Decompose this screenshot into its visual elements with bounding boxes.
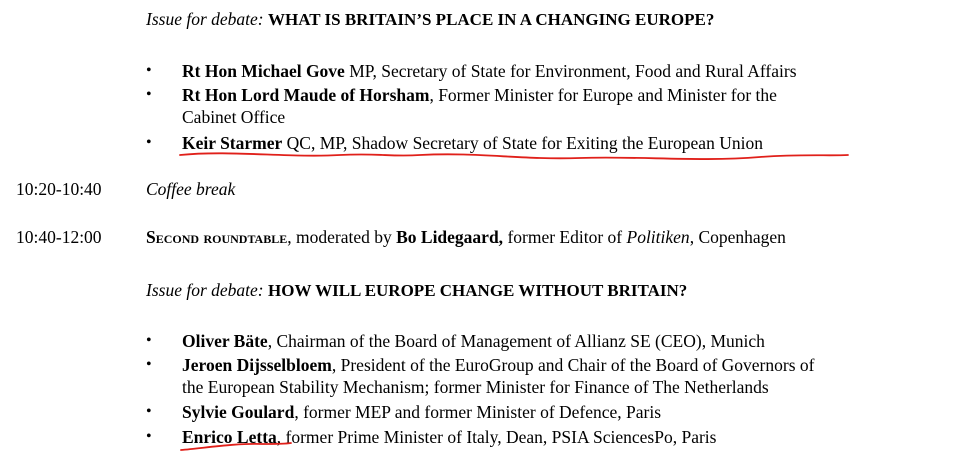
list-item	[182, 132, 763, 154]
bullet: •	[146, 332, 152, 349]
speaker-name: Jeroen Dijsselbloem	[182, 355, 332, 375]
list-item-continuation: the European Stability Mechanism; former Minister for Finance of The Netherlands	[182, 377, 769, 397]
speaker-role: , Chairman of the Board of Management of Allianz SE (CEO), Munich	[267, 331, 765, 351]
speaker-name: Enrico Letta	[182, 427, 277, 447]
agenda-item-roundtable	[146, 226, 786, 248]
bullet: •	[146, 428, 152, 445]
list-item	[182, 330, 765, 352]
list-item	[182, 426, 716, 448]
speaker-name: Oliver Bäte	[182, 331, 268, 351]
roundtable-mid: , moderated by	[287, 227, 397, 247]
roundtable-end: , Copenhagen	[689, 227, 786, 247]
list-item-continuation: Cabinet Office	[182, 107, 286, 127]
speaker-role: , Former Minister for Europe and Minister for the	[429, 85, 777, 105]
issue-title: WHAT IS BRITAIN’S PLACE IN A CHANGING EUROPE?	[268, 10, 715, 29]
newspaper-name: Politiken	[626, 227, 690, 247]
time-slot: 10:40-12:00	[16, 227, 102, 247]
speaker-role: , former Prime Minister of Italy, Dean, PSIA SciencesPo, Paris	[276, 427, 717, 447]
list-item	[182, 60, 797, 82]
issue-title: HOW WILL EUROPE CHANGE WITHOUT BRITAIN?	[268, 281, 688, 300]
bullet: •	[146, 403, 152, 420]
issue-heading-2	[146, 279, 687, 302]
time-slot: 10:20-10:40	[16, 179, 102, 199]
roundtable-title: Second roundtable	[146, 227, 288, 247]
agenda-item-coffee: Coffee break	[146, 179, 236, 199]
bullet: •	[146, 86, 152, 103]
speaker-role: MP, Secretary of State for Environment, Food and Rural Affairs	[344, 61, 797, 81]
speaker-role: QC, MP, Shadow Secretary of State for Exiting the European Union	[282, 133, 763, 153]
bullet: •	[146, 134, 152, 151]
speaker-name: Rt Hon Lord Maude of Horsham	[182, 85, 430, 105]
moderator-name: Bo Lidegaard,	[396, 227, 504, 247]
list-item	[182, 401, 661, 423]
bullet: •	[146, 356, 152, 373]
bullet: •	[146, 62, 152, 79]
speaker-role: , President of the EuroGroup and Chair of the Board of Governors of	[331, 355, 815, 375]
underline-keir-starmer	[180, 153, 848, 159]
speaker-name: Rt Hon Michael Gove	[182, 61, 345, 81]
roundtable-after: former Editor of	[503, 227, 627, 247]
speaker-role: , former MEP and former Minister of Defence, Paris	[294, 402, 662, 422]
list-item	[182, 354, 814, 376]
speaker-name: Keir Starmer	[182, 133, 283, 153]
speaker-name: Sylvie Goulard	[182, 402, 295, 422]
list-item	[182, 84, 777, 106]
issue-heading-1	[146, 8, 714, 31]
issue-label: Issue for debate:	[146, 9, 264, 29]
issue-label: Issue for debate:	[146, 280, 264, 300]
